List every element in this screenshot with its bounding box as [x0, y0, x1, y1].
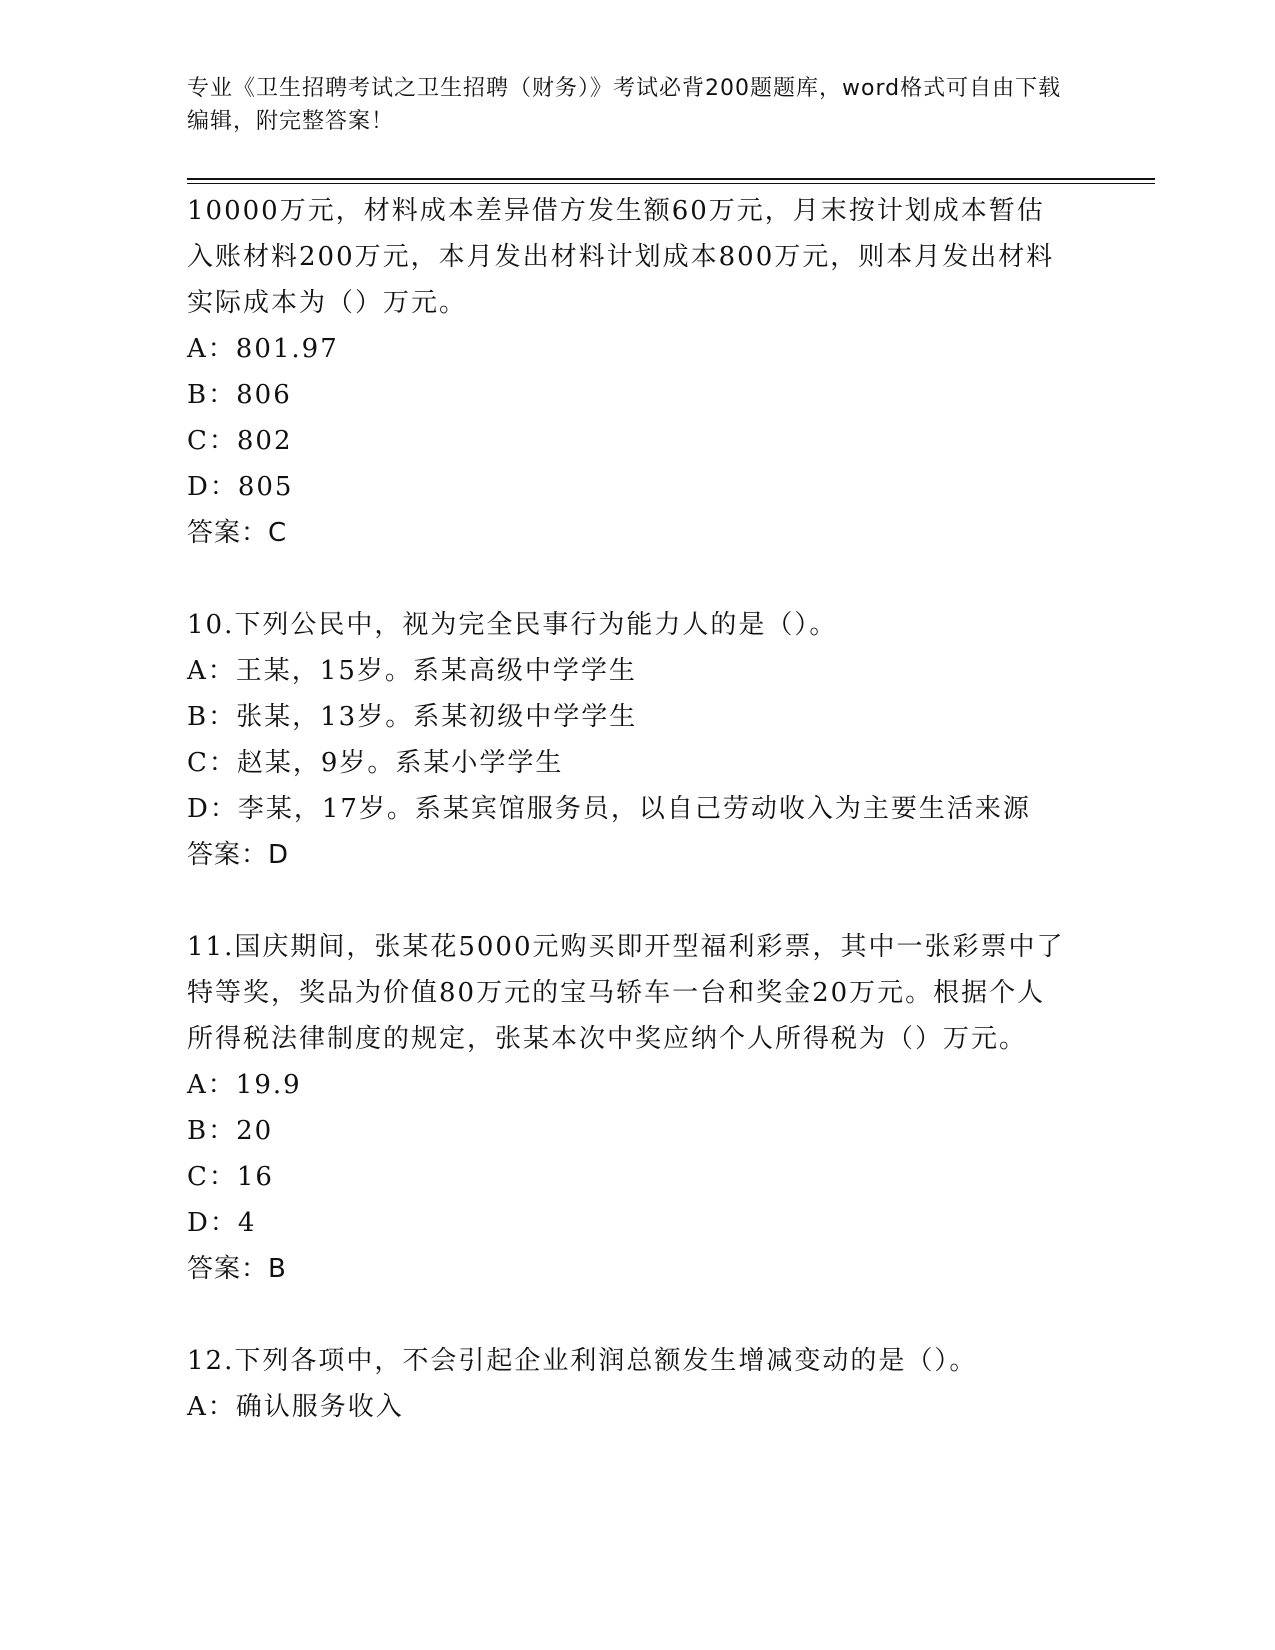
- spacer: [187, 878, 1067, 924]
- spacer: [187, 1292, 1067, 1338]
- question-block: [187, 602, 1067, 878]
- option-d: D：805: [187, 472, 294, 502]
- answer-line: 答案：D: [187, 840, 290, 870]
- option-b: B：20: [187, 1116, 274, 1146]
- option-a: A：19.9: [187, 1070, 302, 1100]
- option-d: D：4: [187, 1208, 257, 1238]
- option-b: B：806: [187, 380, 292, 410]
- document-header: 专业《卫生招聘考试之卫生招聘（财务）》考试必背200题题库，word格式可自由下载编辑，附完整答案！: [187, 76, 1062, 134]
- option-a: A：确认服务收入: [187, 1392, 404, 1422]
- header-rule-thin: [187, 183, 1155, 184]
- question-stem: 10.下列公民中，视为完全民事行为能力人的是（）。: [187, 610, 838, 640]
- question-stem: 12.下列各项中，不会引起企业利润总额发生增减变动的是（）。: [187, 1346, 978, 1376]
- option-c: C：16: [187, 1162, 274, 1192]
- option-a: A：王某，15岁。系某高级中学学生: [187, 656, 637, 686]
- question-stem: 11.国庆期间，张某花5000元购买即开型福利彩票，其中一张彩票中了特等奖，奖品为价值80万元的宝马轿车一台和奖金20万元。根据个人所得税法律制度的规定，张某本次中奖应纳个人所得税为（）万元。: [187, 932, 1065, 1054]
- question-block: [187, 1338, 1067, 1430]
- option-b: B：张某，13岁。系某初级中学学生: [187, 702, 638, 732]
- answer-line: 答案：C: [187, 518, 288, 548]
- spacer: [187, 556, 1067, 602]
- question-stem: 10000万元，材料成本差异借方发生额60万元，月末按计划成本暂估入账材料200万元，本月发出材料计划成本800万元，则本月发出材料实际成本为（）万元。: [187, 196, 1055, 318]
- option-a: A：801.97: [187, 334, 339, 364]
- question-list: [187, 188, 1067, 1430]
- option-c: C：赵某，9岁。系某小学学生: [187, 748, 564, 778]
- question-block: [187, 188, 1067, 556]
- answer-line: 答案：B: [187, 1254, 287, 1284]
- question-block: [187, 924, 1067, 1292]
- option-c: C：802: [187, 426, 293, 456]
- header-rule: [187, 178, 1155, 180]
- option-d: D：李某，17岁。系某宾馆服务员，以自己劳动收入为主要生活来源: [187, 794, 1031, 824]
